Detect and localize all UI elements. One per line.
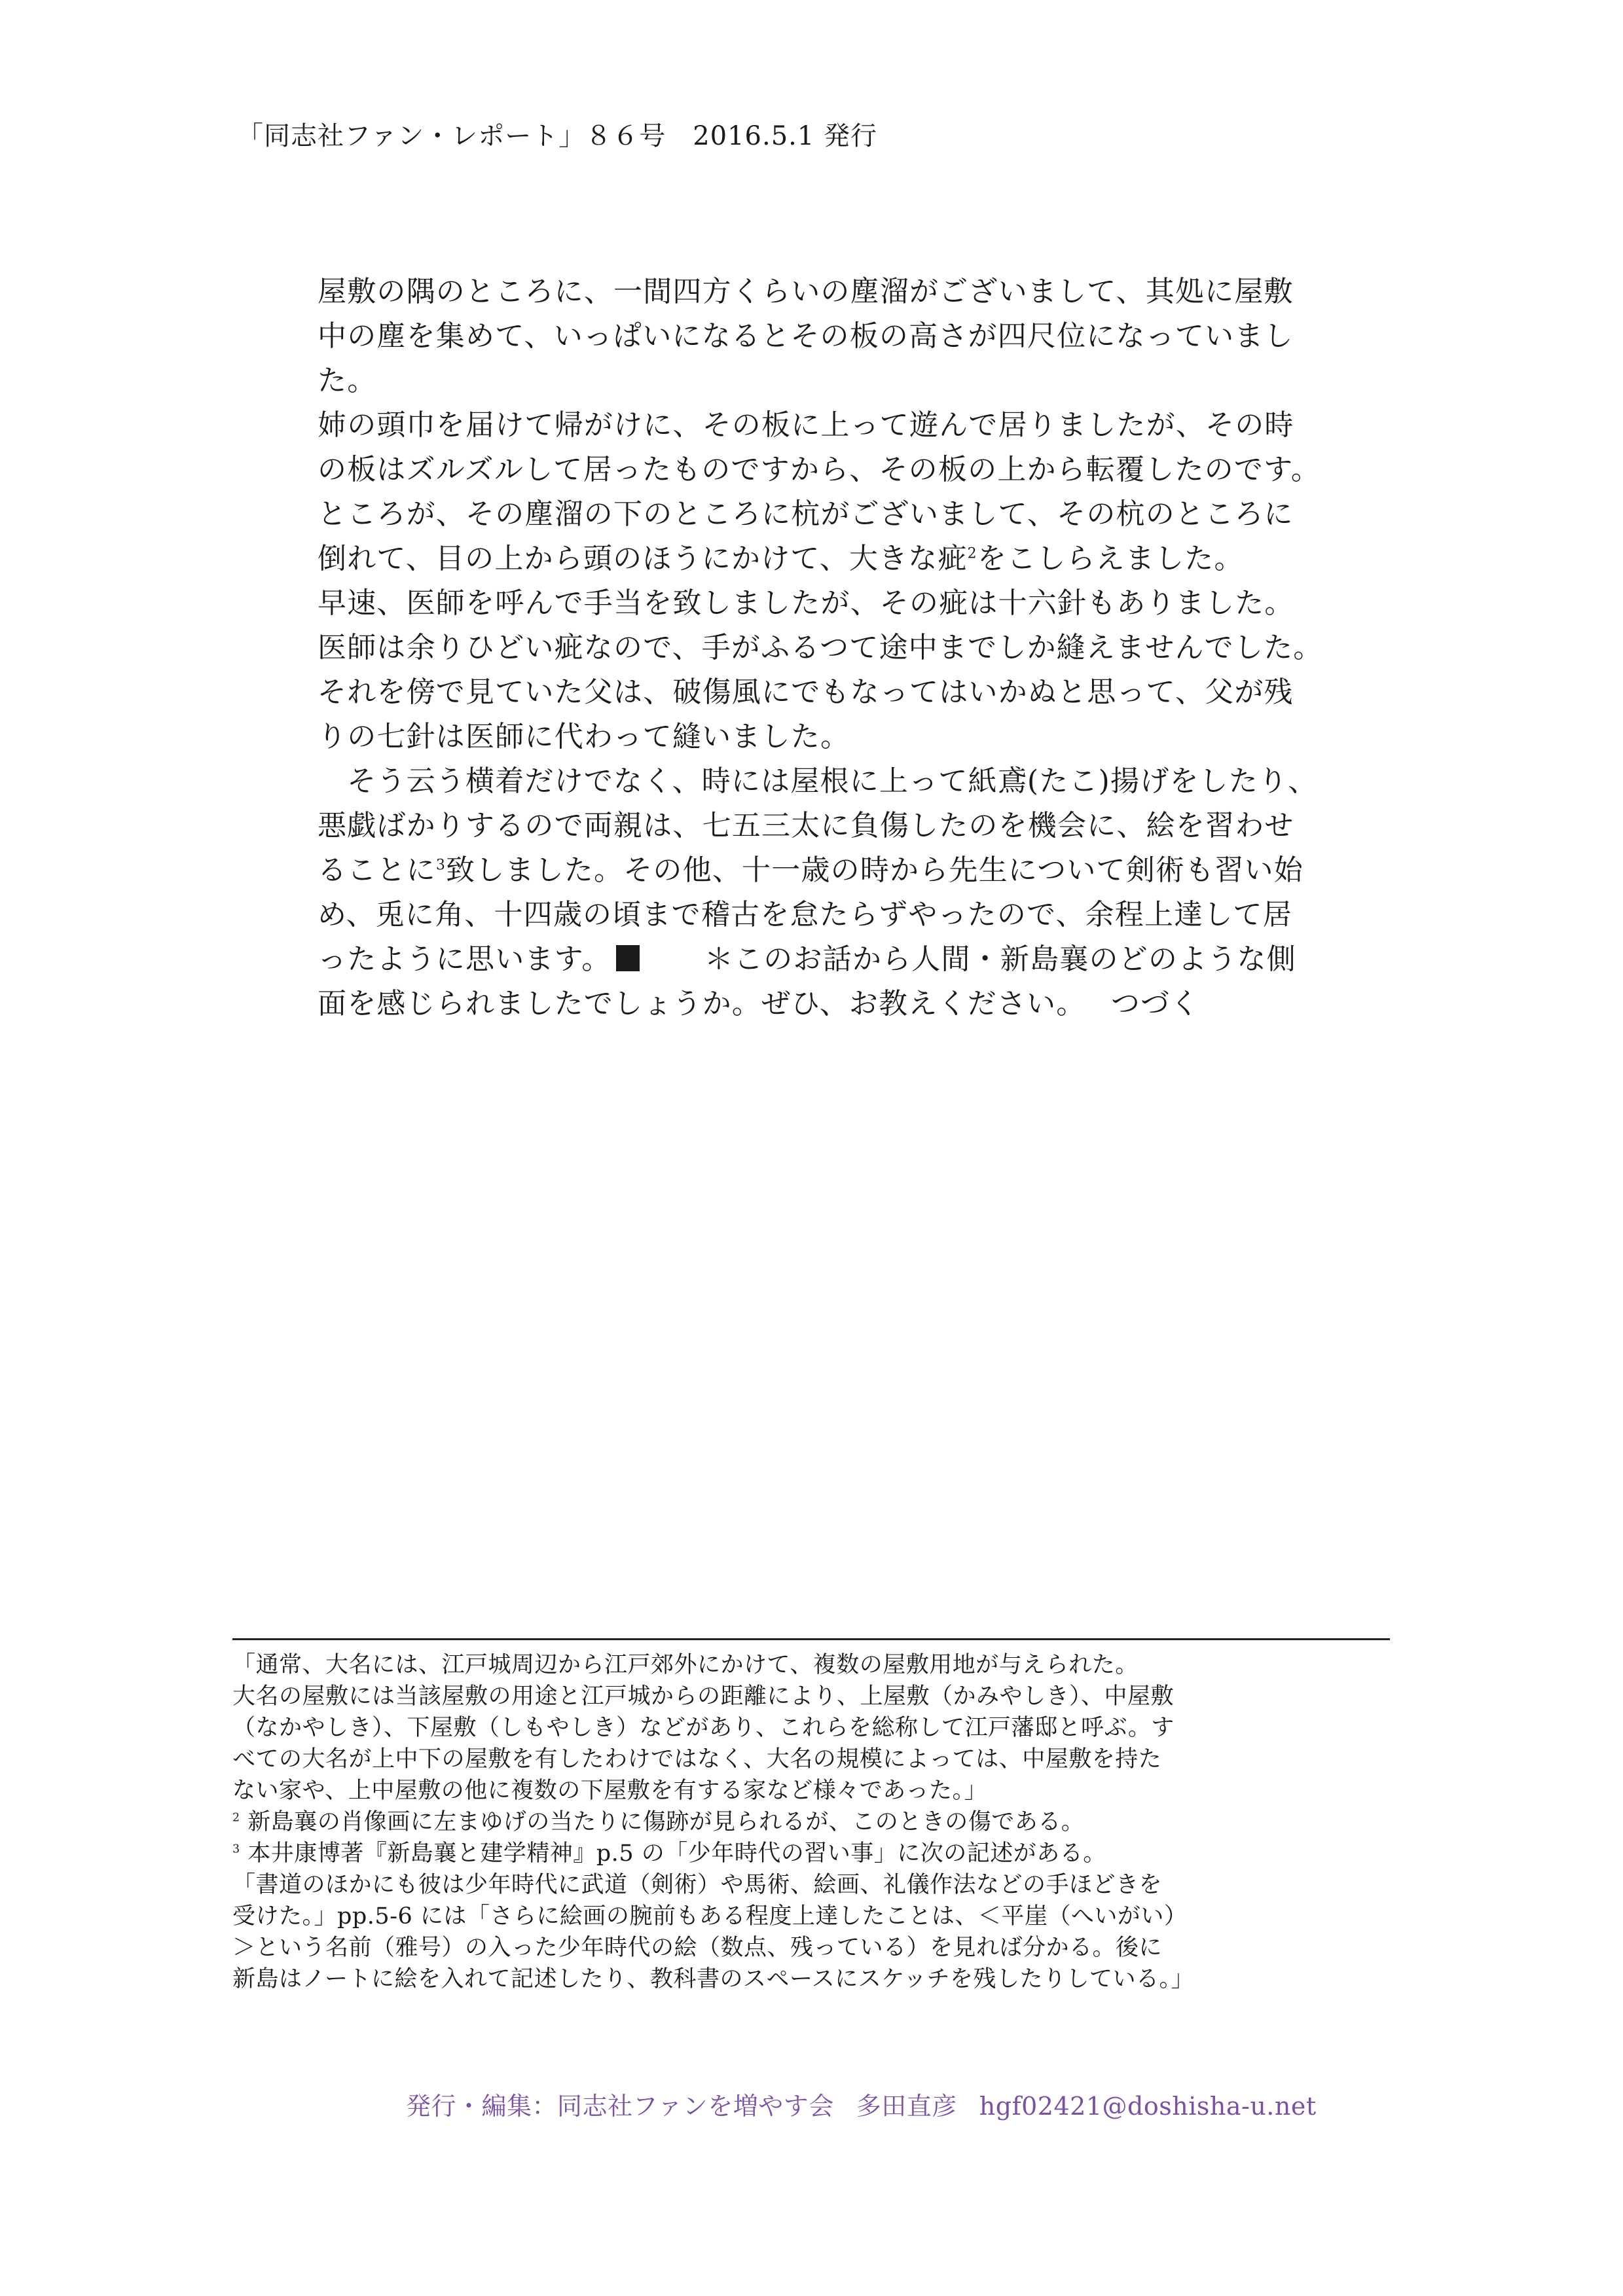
footnote-line: 大名の屋敷には当該屋敷の用途と江戸城からの距離により、上屋敷（かみやしき）、中屋敷 [232, 1683, 1175, 1710]
footnote-line: 「通常、大名には、江戸城周辺から江戸郊外にかけて、複数の屋敷用地が与えられた。 [232, 1652, 1139, 1678]
body-text: ＊このお話から人間・新島襄のどのような側 [645, 942, 1296, 976]
footnote-line: 受けた。」pp.5-6 には「さらに絵画の腕前もある程度上達したことは、＜平崖（へいがい） [232, 1903, 1188, 1929]
body-line: ところが、その塵溜の下のところに杭がございまして、その杭のところに [318, 497, 1294, 531]
footnote-text: 新島襄の肖像画に左まゆげの当たりに傷跡が見られるが、このときの傷である。 [247, 1809, 1085, 1835]
body-line: 医師は余りひどい疵なので、手がふるつて途中までしか縫えませんでした。 [318, 631, 1323, 664]
footnote-line: ない家や、上中屋敷の他に複数の下屋敷を有する家など様々であった。」 [232, 1778, 987, 1804]
footnote-3 [232, 1838, 1398, 1869]
footnote-ref-2[interactable]: 2 [967, 545, 977, 562]
footnote-2 [232, 1806, 1398, 1838]
body-line: 悪戯ばかりするので両親は、七五三太に負傷したのを機会に、絵を習わせ [318, 809, 1294, 842]
footnote-line: 「書道のほかにも彼は少年時代に武道（剣術）や馬術、絵画、礼儀作法などの手ほどきを [232, 1872, 1163, 1898]
article-body [318, 270, 1398, 1026]
footnote-line: ＞という名前（雅号）の入った少年時代の絵（数点、残っている）を見れば分かる。後に [232, 1935, 1163, 1961]
contact-email-link[interactable]: hgf02421@doshisha-u.net [979, 2092, 1317, 2121]
publisher-name: 発行・編集：同志社ファンを増やす会 [406, 2092, 834, 2121]
publication-header: 「同志社ファン・レポート」８６号 2016.5.1 発行 [237, 121, 878, 151]
body-line: それを傍で見ていた父は、破傷風にでもなってはいかぬと思って、父が残 [318, 675, 1294, 709]
footnote-ref-3[interactable]: 3 [435, 857, 447, 874]
footnotes [232, 1649, 1398, 1995]
body-text: をこしらえました。 [977, 542, 1244, 575]
body-line: の板はズルズルして居ったものですから、その板の上から転覆したのです。 [318, 453, 1321, 486]
footnote-divider [232, 1638, 1390, 1640]
body-line: め、兎に角、十四歳の頃まで稽古を怠たらずやったので、余程上達して居 [318, 898, 1292, 931]
body-line: りの七針は医師に代わって縫いました。 [318, 720, 850, 753]
body-line: 面を感じられましたでしょうか。ぜひ、お教えください。 つづく [318, 987, 1200, 1020]
footnote-line: （なかやしき）、下屋敷（しもやしき）などがあり、これらを総称して江戸藩邸と呼ぶ。す [232, 1715, 1175, 1741]
body-line [318, 937, 1398, 982]
body-line: た。 [318, 364, 377, 397]
body-line: 中の塵を集めて、いっぱいになるとその板の高さが四尺位になっていまし [318, 319, 1294, 353]
footnote-mark: 3 [232, 1842, 240, 1856]
publisher-footer [406, 2086, 1317, 2122]
editor-name: 多田直彦 [856, 2092, 957, 2121]
footnote-line: 新島はノートに絵を入れて記述したり、教科書のスペースにスケッチを残したりしている。」 [232, 1966, 1194, 1992]
body-text: 致しました。その他、十一歳の時から先生について剣術も習い始 [446, 853, 1304, 887]
body-text: ることに [318, 853, 436, 887]
end-mark-square-icon [616, 945, 640, 971]
footnote-line: べての大名が上中下の屋敷を有したわけではなく、大名の規模によっては、中屋敷を持た [232, 1746, 1162, 1772]
body-line: 早速、医師を呼んで手当を致しましたが、その疵は十六針もありました。 [318, 586, 1294, 620]
footnote-mark: 2 [232, 1811, 240, 1825]
body-line [318, 848, 1398, 893]
body-text: ったように思います。 [318, 942, 611, 976]
footnote-text: 本井康博著『新島襄と建学精神』p.5 の「少年時代の習い事」に次の記述がある。 [247, 1840, 1106, 1867]
body-line [318, 537, 1398, 581]
body-line: そう云う横着だけでなく、時には屋根に上って紙鳶(たこ)揚げをしたり、 [318, 764, 1318, 798]
body-line: 屋敷の隅のところに、一間四方くらいの塵溜がございまして、其処に屋敷 [318, 275, 1294, 308]
body-text: 倒れて、目の上から頭のほうにかけて、大きな疵 [318, 542, 968, 575]
body-line: 姉の頭巾を届けて帰がけに、その板に上って遊んで居りましたが、その時 [318, 408, 1294, 442]
